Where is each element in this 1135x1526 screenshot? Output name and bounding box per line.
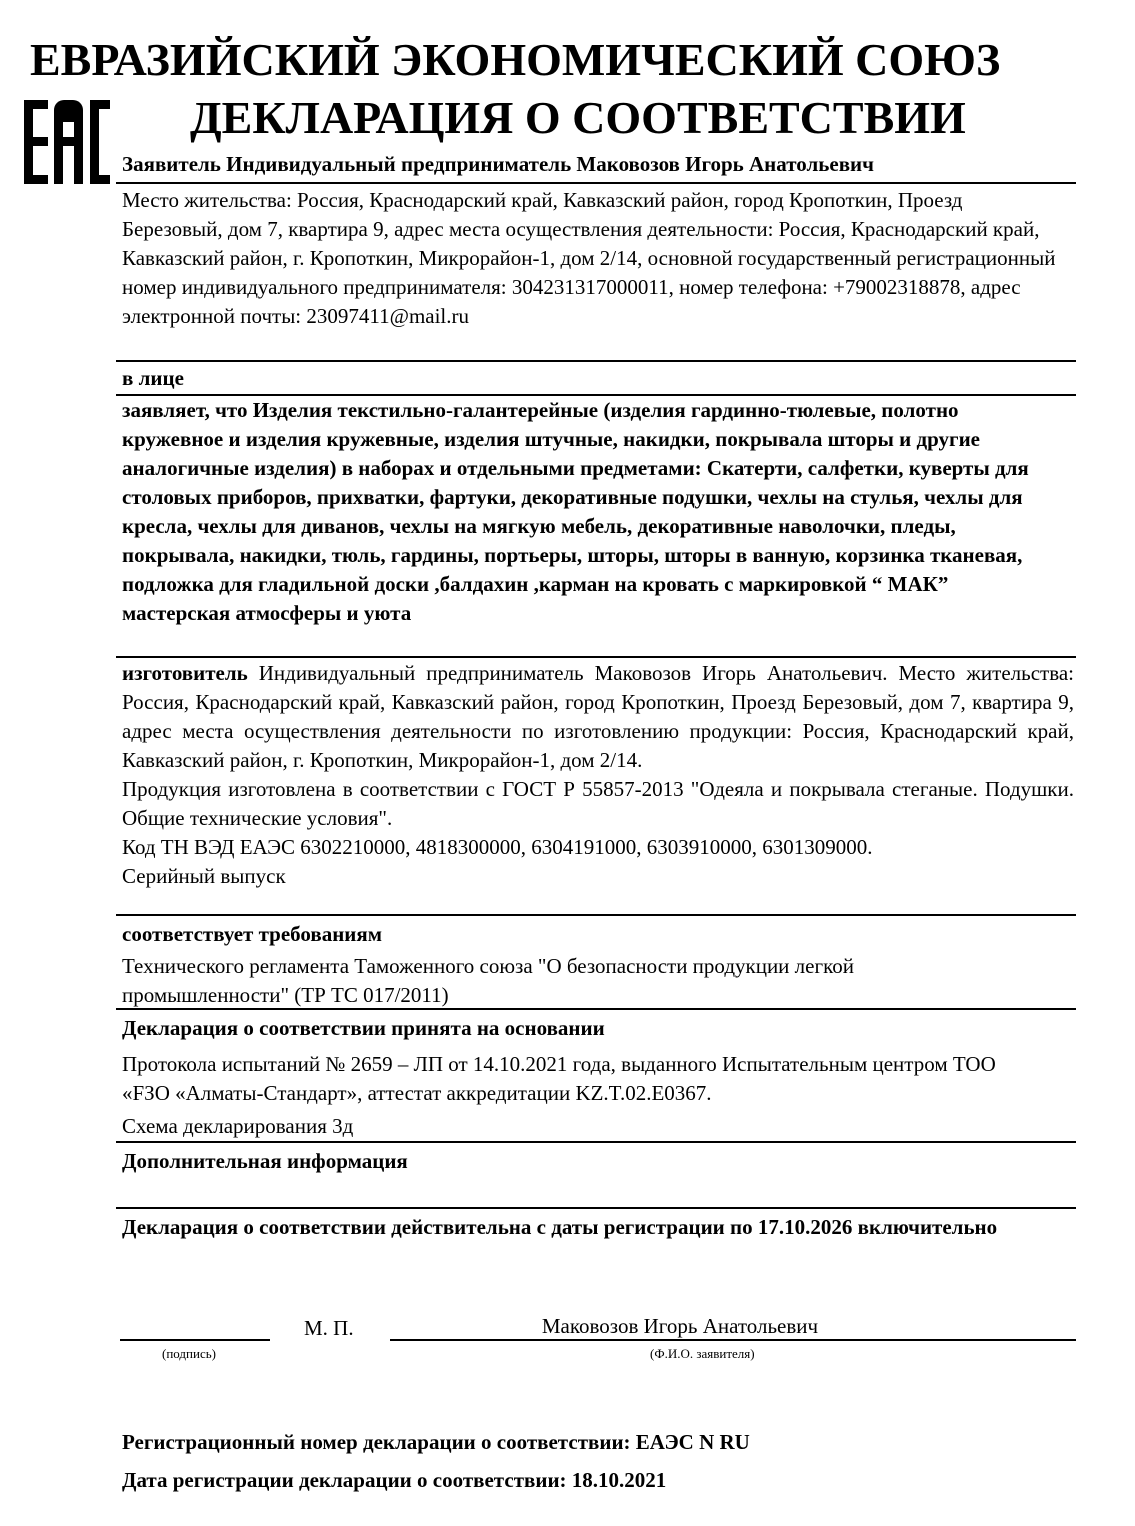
standard-text: Продукция изготовлена в соответствии с ГОСТ Р 55857-2013 "Одеяла и покрывала стеганые. Подушки. Общие технические условия".: [122, 777, 1074, 830]
validity-text: Декларация о соответствии действительна с даты регистрации по 17.10.2026 включительно: [122, 1215, 998, 1239]
basis-label: Декларация о соответствии принята на основании: [122, 1016, 605, 1040]
requirements-text: Технического регламента Таможенного союза "О безопасности продукции легкой промышленности" (ТР ТС 017/2011): [122, 954, 854, 1007]
divider: [116, 1008, 1076, 1010]
basis-text: Протокола испытаний № 2659 – ЛП от 14.10.2021 года, выданного Испытательным центром ТОО «FЗО «Алматы-Стандарт», аттестат аккредитации KZ.T.02.E0367.: [122, 1052, 996, 1105]
eac-logo: [24, 100, 110, 186]
declaration-scheme: Схема декларирования 3д: [122, 1114, 354, 1138]
product-statement: заявляет, что Изделия текстильно-галантерейные (изделия гардинно-тюлевые, полотно кружевное и изделия кружевные, изделия штучные, накидки, покрывала шторы и другие аналогичные изделия) в наборах и отдельными предметами: Скатерти, салфетки, куверты для столовых приборов, прихватки, фартуки, декоративные подушки, чехлы на стулья, чехлы для кресла, чехлы для диванов, чехлы на мягкую мебель, декоративные наволочки, пледы, покрывала, накидки, тюль, гардины, портьеры, шторы, шторы в ванную, корзинка тканевая, подложка для гладильной доски ,балдахин ,карман на кровать с маркировкой “ МАК” мастерская атмосферы и уюта: [122, 398, 1029, 625]
signatory-name: Маковозов Игорь Анатольевич: [541, 1314, 819, 1338]
divider: [116, 1207, 1076, 1209]
applicant-details: Место жительства: Россия, Краснодарский край, Кавказский район, город Кропоткин, Проезд Березовый, дом 7, квартира 9, адрес места осуществления деятельности: Россия, Краснодарский край, Кавказский район, г. Кропоткин, Микрорайон-1, дом 2/14, основной государственный регистрационный номер индивидуального предпринимателя: 304231317000011, номер телефона: +79002318878, адрес электронной почты: 23097411@mail.ru: [122, 188, 1056, 328]
additional-info-label: Дополнительная информация: [122, 1149, 408, 1173]
name-caption: (Ф.И.О. заявителя): [650, 1346, 755, 1361]
document-title: ДЕКЛАРАЦИЯ О СООТВЕТСТВИИ: [190, 92, 966, 143]
representative-label: в лице: [122, 366, 184, 390]
requirements-label: соответствует требованиям: [122, 922, 383, 946]
stamp-place: М. П.: [304, 1316, 354, 1340]
tnved-codes: Код ТН ВЭД ЕАЭС 6302210000, 4818300000, 6304191000, 6303910000, 6301309000.: [122, 835, 873, 859]
divider: [116, 656, 1076, 658]
registration-date: Дата регистрации декларации о соответствии: 18.10.2021: [122, 1468, 667, 1492]
registration-number: Регистрационный номер декларации о соответствии: ЕАЭС N RU: [122, 1430, 750, 1454]
manufacturer-section: [122, 659, 1074, 891]
signature-caption: (подпись): [162, 1346, 216, 1361]
divider: [116, 914, 1076, 916]
production-type: Серийный выпуск: [122, 864, 286, 888]
union-title: ЕВРАЗИЙСКИЙ ЭКОНОМИЧЕСКИЙ СОЮЗ: [30, 34, 1001, 85]
divider: [116, 1141, 1076, 1143]
manufacturer-details: Индивидуальный предприниматель Маковозов Игорь Анатольевич. Место жительства: Россия, Краснодарский край, Кавказский район, город Кропоткин, Проезд Березовый, дом 7, квартира 9, адрес места осуществления деятельности по изготовлению продукции: Россия, Краснодарский край, Кавказский район, г. Кропоткин, Микрорайон-1, дом 2/14.: [122, 661, 1074, 772]
signature-line: [120, 1339, 270, 1341]
divider: [116, 360, 1076, 362]
manufacturer-label: изготовитель: [122, 661, 248, 685]
applicant-title: Заявитель Индивидуальный предприниматель Маковозов Игорь Анатольевич: [122, 152, 874, 176]
divider: [116, 182, 1076, 184]
